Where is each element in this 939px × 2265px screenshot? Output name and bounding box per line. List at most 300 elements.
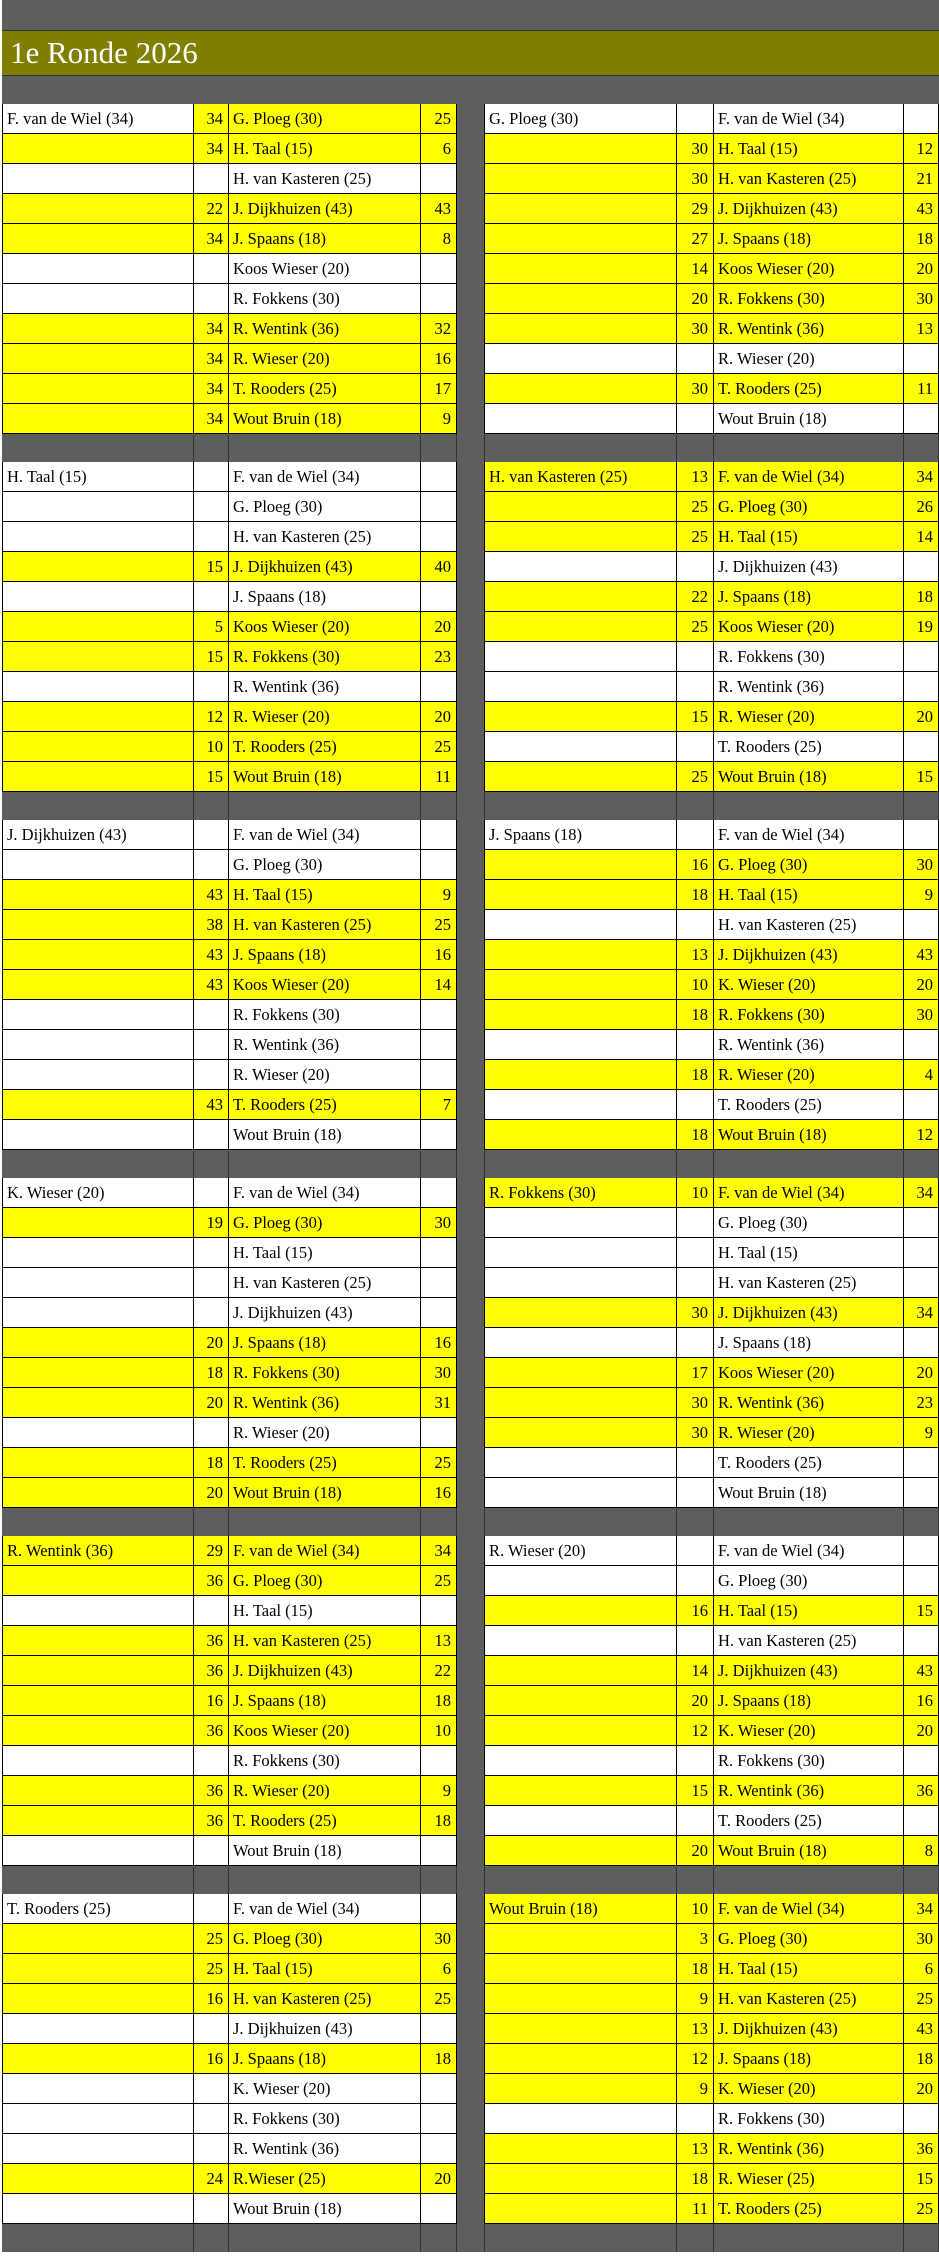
opponent-score-cell[interactable]: 30 [904, 1000, 939, 1030]
player-name-cell[interactable]: R. Wentink (36) [2, 1536, 194, 1566]
score-cell[interactable]: 18 [677, 880, 714, 910]
opponent-score-cell[interactable] [904, 1328, 939, 1358]
opponent-cell[interactable]: Koos Wieser (20) [229, 612, 421, 642]
opponent-score-cell[interactable] [421, 284, 457, 314]
opponent-score-cell[interactable] [904, 672, 939, 702]
player-cell[interactable] [2, 1716, 194, 1746]
score-cell[interactable] [677, 1090, 714, 1120]
opponent-cell[interactable]: H. Taal (15) [714, 880, 904, 910]
opponent-score-cell[interactable]: 36 [904, 1776, 939, 1806]
score-cell[interactable] [194, 672, 229, 702]
player-cell[interactable] [2, 284, 194, 314]
score-cell[interactable] [194, 1030, 229, 1060]
opponent-cell[interactable]: J. Dijkhuizen (43) [229, 552, 421, 582]
opponent-cell[interactable]: R. Wieser (20) [229, 1418, 421, 1448]
opponent-cell[interactable]: H. Taal (15) [714, 134, 904, 164]
score-cell[interactable] [677, 1448, 714, 1478]
opponent-score-cell[interactable]: 20 [904, 970, 939, 1000]
player-cell[interactable] [2, 1238, 194, 1268]
player-cell[interactable] [485, 1776, 677, 1806]
opponent-cell[interactable]: J. Spaans (18) [714, 582, 904, 612]
opponent-cell[interactable]: R. Fokkens (30) [714, 1000, 904, 1030]
score-cell[interactable] [194, 1000, 229, 1030]
score-cell[interactable]: 18 [194, 1358, 229, 1388]
opponent-cell[interactable]: H. Taal (15) [229, 1954, 421, 1984]
opponent-score-cell[interactable]: 43 [421, 194, 457, 224]
score-cell[interactable]: 3 [677, 1924, 714, 1954]
opponent-cell[interactable]: J. Dijkhuizen (43) [714, 552, 904, 582]
player-cell[interactable] [485, 1000, 677, 1030]
opponent-cell[interactable]: J. Dijkhuizen (43) [229, 1656, 421, 1686]
score-cell[interactable]: 5 [194, 612, 229, 642]
player-cell[interactable] [485, 1656, 677, 1686]
opponent-cell[interactable]: T. Rooders (25) [229, 1448, 421, 1478]
opponent-score-cell[interactable] [904, 642, 939, 672]
opponent-score-cell[interactable] [904, 1746, 939, 1776]
opponent-score-cell[interactable]: 20 [904, 1716, 939, 1746]
score-cell[interactable]: 20 [677, 1686, 714, 1716]
player-cell[interactable] [485, 1298, 677, 1328]
score-cell[interactable]: 30 [677, 1298, 714, 1328]
score-cell[interactable]: 43 [194, 940, 229, 970]
score-cell[interactable]: 15 [677, 1776, 714, 1806]
player-cell[interactable] [485, 702, 677, 732]
score-cell[interactable] [194, 1178, 229, 1208]
player-cell[interactable] [2, 1448, 194, 1478]
opponent-cell[interactable]: J. Dijkhuizen (43) [714, 1298, 904, 1328]
player-cell[interactable] [2, 552, 194, 582]
player-cell[interactable] [2, 612, 194, 642]
player-cell[interactable] [2, 134, 194, 164]
player-cell[interactable] [485, 224, 677, 254]
player-cell[interactable] [485, 2104, 677, 2134]
score-cell[interactable] [677, 1566, 714, 1596]
opponent-cell[interactable]: R. Fokkens (30) [229, 642, 421, 672]
opponent-score-cell[interactable] [904, 732, 939, 762]
opponent-score-cell[interactable] [421, 1836, 457, 1866]
opponent-cell[interactable]: H. Taal (15) [714, 1238, 904, 1268]
opponent-cell[interactable]: K. Wieser (20) [714, 1716, 904, 1746]
score-cell[interactable]: 34 [194, 344, 229, 374]
player-cell[interactable] [2, 314, 194, 344]
opponent-cell[interactable]: J. Dijkhuizen (43) [714, 940, 904, 970]
opponent-score-cell[interactable] [904, 104, 939, 134]
score-cell[interactable] [677, 1536, 714, 1566]
opponent-cell[interactable]: J. Dijkhuizen (43) [714, 2014, 904, 2044]
score-cell[interactable] [677, 2104, 714, 2134]
opponent-score-cell[interactable]: 23 [421, 642, 457, 672]
opponent-cell[interactable]: Wout Bruin (18) [229, 762, 421, 792]
opponent-score-cell[interactable] [904, 552, 939, 582]
opponent-score-cell[interactable]: 32 [421, 314, 457, 344]
player-cell[interactable] [2, 1478, 194, 1508]
score-cell[interactable]: 25 [677, 612, 714, 642]
opponent-score-cell[interactable]: 18 [421, 2044, 457, 2074]
score-cell[interactable] [677, 672, 714, 702]
player-cell[interactable] [485, 522, 677, 552]
opponent-score-cell[interactable]: 20 [904, 2074, 939, 2104]
player-cell[interactable] [2, 1268, 194, 1298]
score-cell[interactable] [194, 1746, 229, 1776]
player-cell[interactable] [485, 1716, 677, 1746]
score-cell[interactable]: 12 [677, 1716, 714, 1746]
player-cell[interactable] [2, 374, 194, 404]
opponent-score-cell[interactable] [904, 1478, 939, 1508]
score-cell[interactable]: 36 [194, 1656, 229, 1686]
opponent-cell[interactable]: R. Wentink (36) [229, 1030, 421, 1060]
score-cell[interactable] [194, 1596, 229, 1626]
player-cell[interactable] [2, 2074, 194, 2104]
opponent-score-cell[interactable] [421, 820, 457, 850]
opponent-cell[interactable]: R. Fokkens (30) [714, 642, 904, 672]
opponent-cell[interactable]: H. van Kasteren (25) [229, 910, 421, 940]
player-cell[interactable] [485, 492, 677, 522]
opponent-cell[interactable]: J. Spaans (18) [229, 582, 421, 612]
score-cell[interactable]: 9 [677, 2074, 714, 2104]
opponent-score-cell[interactable]: 34 [421, 1536, 457, 1566]
opponent-cell[interactable]: R. Wieser (20) [229, 1060, 421, 1090]
opponent-score-cell[interactable]: 25 [421, 1984, 457, 2014]
score-cell[interactable] [677, 1478, 714, 1508]
opponent-cell[interactable]: J. Dijkhuizen (43) [229, 1298, 421, 1328]
score-cell[interactable]: 36 [194, 1716, 229, 1746]
opponent-cell[interactable]: J. Spaans (18) [714, 1686, 904, 1716]
opponent-cell[interactable]: J. Spaans (18) [229, 1686, 421, 1716]
opponent-score-cell[interactable] [421, 1418, 457, 1448]
player-cell[interactable] [485, 1746, 677, 1776]
score-cell[interactable] [677, 642, 714, 672]
score-cell[interactable] [677, 1328, 714, 1358]
opponent-score-cell[interactable] [904, 1448, 939, 1478]
opponent-cell[interactable]: T. Rooders (25) [714, 374, 904, 404]
opponent-score-cell[interactable] [421, 672, 457, 702]
player-cell[interactable] [485, 1268, 677, 1298]
opponent-cell[interactable]: Wout Bruin (18) [229, 404, 421, 434]
opponent-cell[interactable]: H. Taal (15) [229, 880, 421, 910]
player-name-cell[interactable]: K. Wieser (20) [2, 1178, 194, 1208]
player-cell[interactable] [2, 1596, 194, 1626]
score-cell[interactable] [194, 2134, 229, 2164]
opponent-score-cell[interactable]: 8 [904, 1836, 939, 1866]
player-cell[interactable] [2, 194, 194, 224]
score-cell[interactable]: 27 [677, 224, 714, 254]
opponent-score-cell[interactable] [421, 522, 457, 552]
score-cell[interactable] [194, 284, 229, 314]
player-cell[interactable] [485, 1030, 677, 1060]
opponent-cell[interactable]: J. Spaans (18) [229, 940, 421, 970]
opponent-score-cell[interactable] [904, 1626, 939, 1656]
opponent-score-cell[interactable] [421, 2104, 457, 2134]
opponent-cell[interactable]: G. Ploeg (30) [714, 1208, 904, 1238]
opponent-score-cell[interactable] [904, 344, 939, 374]
score-cell[interactable]: 43 [194, 880, 229, 910]
score-cell[interactable]: 30 [677, 374, 714, 404]
player-cell[interactable] [485, 1090, 677, 1120]
opponent-score-cell[interactable] [904, 1806, 939, 1836]
player-cell[interactable] [485, 2014, 677, 2044]
opponent-score-cell[interactable]: 30 [904, 850, 939, 880]
opponent-cell[interactable]: Wout Bruin (18) [229, 1478, 421, 1508]
player-cell[interactable] [485, 404, 677, 434]
opponent-score-cell[interactable] [904, 1030, 939, 1060]
opponent-cell[interactable]: R. Wieser (20) [229, 702, 421, 732]
player-cell[interactable] [2, 1208, 194, 1238]
player-cell[interactable] [485, 2194, 677, 2224]
player-name-cell[interactable]: J. Spaans (18) [485, 820, 677, 850]
opponent-score-cell[interactable]: 13 [904, 314, 939, 344]
score-cell[interactable]: 29 [194, 1536, 229, 1566]
player-cell[interactable] [485, 2164, 677, 2194]
opponent-cell[interactable]: R. Wieser (20) [714, 1418, 904, 1448]
player-cell[interactable] [2, 2014, 194, 2044]
player-cell[interactable] [2, 492, 194, 522]
player-name-cell[interactable]: G. Ploeg (30) [485, 104, 677, 134]
score-cell[interactable] [194, 1298, 229, 1328]
score-cell[interactable] [194, 1894, 229, 1924]
opponent-score-cell[interactable]: 7 [421, 1090, 457, 1120]
score-cell[interactable] [677, 104, 714, 134]
opponent-score-cell[interactable]: 18 [421, 1686, 457, 1716]
score-cell[interactable]: 22 [194, 194, 229, 224]
score-cell[interactable]: 30 [677, 1418, 714, 1448]
opponent-score-cell[interactable]: 18 [904, 582, 939, 612]
score-cell[interactable]: 25 [677, 492, 714, 522]
player-cell[interactable] [2, 1328, 194, 1358]
opponent-score-cell[interactable]: 20 [421, 2164, 457, 2194]
score-cell[interactable] [677, 1268, 714, 1298]
score-cell[interactable]: 12 [677, 2044, 714, 2074]
score-cell[interactable] [194, 492, 229, 522]
opponent-cell[interactable]: R.Wieser (25) [229, 2164, 421, 2194]
score-cell[interactable] [677, 1238, 714, 1268]
player-cell[interactable] [2, 1836, 194, 1866]
player-name-cell[interactable]: R. Wieser (20) [485, 1536, 677, 1566]
opponent-cell[interactable]: H. Taal (15) [229, 134, 421, 164]
player-cell[interactable] [2, 254, 194, 284]
score-cell[interactable] [194, 2194, 229, 2224]
opponent-score-cell[interactable]: 25 [904, 1984, 939, 2014]
score-cell[interactable]: 15 [194, 552, 229, 582]
opponent-score-cell[interactable] [421, 1894, 457, 1924]
opponent-cell[interactable]: T. Rooders (25) [229, 732, 421, 762]
score-cell[interactable] [677, 552, 714, 582]
score-cell[interactable]: 19 [194, 1208, 229, 1238]
opponent-score-cell[interactable] [421, 2134, 457, 2164]
player-cell[interactable] [485, 2134, 677, 2164]
opponent-cell[interactable]: Koos Wieser (20) [229, 1716, 421, 1746]
opponent-cell[interactable]: K. Wieser (20) [714, 2074, 904, 2104]
player-cell[interactable] [485, 1924, 677, 1954]
player-cell[interactable] [485, 1954, 677, 1984]
opponent-cell[interactable]: G. Ploeg (30) [229, 850, 421, 880]
opponent-cell[interactable]: F. van de Wiel (34) [229, 820, 421, 850]
player-cell[interactable] [2, 1060, 194, 1090]
player-cell[interactable] [485, 1596, 677, 1626]
player-cell[interactable] [485, 672, 677, 702]
player-cell[interactable] [2, 2164, 194, 2194]
opponent-score-cell[interactable] [904, 1208, 939, 1238]
opponent-score-cell[interactable]: 9 [904, 880, 939, 910]
score-cell[interactable]: 14 [677, 1656, 714, 1686]
opponent-cell[interactable]: R. Wieser (20) [714, 702, 904, 732]
opponent-score-cell[interactable]: 19 [904, 612, 939, 642]
opponent-score-cell[interactable]: 43 [904, 194, 939, 224]
player-cell[interactable] [2, 732, 194, 762]
opponent-cell[interactable]: Koos Wieser (20) [714, 254, 904, 284]
opponent-score-cell[interactable]: 34 [904, 1894, 939, 1924]
score-cell[interactable]: 11 [677, 2194, 714, 2224]
opponent-cell[interactable]: R. Wieser (20) [714, 344, 904, 374]
score-cell[interactable]: 20 [677, 1836, 714, 1866]
score-cell[interactable] [677, 1626, 714, 1656]
player-cell[interactable] [485, 1418, 677, 1448]
opponent-score-cell[interactable] [421, 1000, 457, 1030]
opponent-cell[interactable]: G. Ploeg (30) [229, 1208, 421, 1238]
opponent-score-cell[interactable]: 43 [904, 940, 939, 970]
player-name-cell[interactable]: H. Taal (15) [2, 462, 194, 492]
score-cell[interactable] [194, 1268, 229, 1298]
opponent-score-cell[interactable] [421, 1298, 457, 1328]
player-cell[interactable] [2, 404, 194, 434]
opponent-score-cell[interactable]: 34 [904, 1298, 939, 1328]
score-cell[interactable]: 34 [194, 314, 229, 344]
opponent-cell[interactable]: R. Wieser (20) [229, 1776, 421, 1806]
opponent-cell[interactable]: J. Dijkhuizen (43) [229, 194, 421, 224]
opponent-cell[interactable]: H. van Kasteren (25) [714, 1626, 904, 1656]
player-cell[interactable] [485, 1238, 677, 1268]
opponent-cell[interactable]: Wout Bruin (18) [229, 1836, 421, 1866]
opponent-score-cell[interactable]: 30 [904, 1924, 939, 1954]
player-cell[interactable] [2, 1298, 194, 1328]
opponent-score-cell[interactable] [421, 1596, 457, 1626]
score-cell[interactable]: 36 [194, 1776, 229, 1806]
opponent-score-cell[interactable]: 25 [421, 732, 457, 762]
opponent-score-cell[interactable]: 34 [904, 1178, 939, 1208]
opponent-score-cell[interactable]: 4 [904, 1060, 939, 1090]
opponent-cell[interactable]: G. Ploeg (30) [229, 1566, 421, 1596]
opponent-cell[interactable]: K. Wieser (20) [714, 970, 904, 1000]
opponent-cell[interactable]: F. van de Wiel (34) [229, 1536, 421, 1566]
score-cell[interactable] [677, 1030, 714, 1060]
opponent-cell[interactable]: R. Wentink (36) [229, 1388, 421, 1418]
score-cell[interactable]: 12 [194, 702, 229, 732]
opponent-cell[interactable]: J. Dijkhuizen (43) [714, 1656, 904, 1686]
score-cell[interactable]: 15 [194, 762, 229, 792]
player-cell[interactable] [2, 762, 194, 792]
opponent-score-cell[interactable]: 18 [904, 2044, 939, 2074]
score-cell[interactable] [194, 1120, 229, 1150]
opponent-cell[interactable]: R. Fokkens (30) [714, 2104, 904, 2134]
opponent-score-cell[interactable] [904, 1536, 939, 1566]
score-cell[interactable]: 34 [194, 374, 229, 404]
opponent-score-cell[interactable] [904, 1566, 939, 1596]
opponent-score-cell[interactable]: 20 [421, 702, 457, 732]
player-cell[interactable] [2, 164, 194, 194]
player-name-cell[interactable]: T. Rooders (25) [2, 1894, 194, 1924]
opponent-score-cell[interactable]: 15 [904, 1596, 939, 1626]
opponent-cell[interactable]: Wout Bruin (18) [714, 1120, 904, 1150]
score-cell[interactable] [194, 164, 229, 194]
opponent-cell[interactable]: F. van de Wiel (34) [229, 462, 421, 492]
player-cell[interactable] [485, 880, 677, 910]
player-cell[interactable] [2, 1030, 194, 1060]
score-cell[interactable]: 43 [194, 970, 229, 1000]
opponent-cell[interactable]: J. Spaans (18) [229, 1328, 421, 1358]
opponent-score-cell[interactable]: 25 [421, 1448, 457, 1478]
opponent-cell[interactable]: F. van de Wiel (34) [229, 1894, 421, 1924]
opponent-cell[interactable]: Koos Wieser (20) [229, 970, 421, 1000]
score-cell[interactable]: 13 [677, 940, 714, 970]
score-cell[interactable]: 36 [194, 1806, 229, 1836]
player-cell[interactable] [2, 2044, 194, 2074]
opponent-score-cell[interactable] [904, 404, 939, 434]
player-cell[interactable] [485, 850, 677, 880]
player-cell[interactable] [2, 1776, 194, 1806]
player-cell[interactable] [2, 2194, 194, 2224]
opponent-score-cell[interactable]: 30 [421, 1358, 457, 1388]
player-cell[interactable] [485, 970, 677, 1000]
score-cell[interactable]: 16 [194, 1984, 229, 2014]
score-cell[interactable]: 16 [677, 1596, 714, 1626]
opponent-score-cell[interactable]: 25 [421, 910, 457, 940]
opponent-score-cell[interactable]: 6 [904, 1954, 939, 1984]
player-cell[interactable] [485, 1836, 677, 1866]
opponent-score-cell[interactable]: 17 [421, 374, 457, 404]
player-cell[interactable] [2, 1358, 194, 1388]
score-cell[interactable]: 34 [194, 104, 229, 134]
opponent-score-cell[interactable] [421, 492, 457, 522]
opponent-score-cell[interactable]: 20 [421, 612, 457, 642]
opponent-cell[interactable]: Wout Bruin (18) [714, 1478, 904, 1508]
opponent-score-cell[interactable]: 8 [421, 224, 457, 254]
opponent-score-cell[interactable]: 9 [421, 880, 457, 910]
opponent-cell[interactable]: G. Ploeg (30) [714, 850, 904, 880]
opponent-cell[interactable]: H. Taal (15) [229, 1238, 421, 1268]
opponent-score-cell[interactable]: 26 [904, 492, 939, 522]
opponent-score-cell[interactable]: 14 [904, 522, 939, 552]
opponent-cell[interactable]: F. van de Wiel (34) [714, 462, 904, 492]
opponent-score-cell[interactable]: 20 [904, 702, 939, 732]
player-cell[interactable] [485, 642, 677, 672]
player-cell[interactable] [2, 910, 194, 940]
opponent-score-cell[interactable] [421, 164, 457, 194]
opponent-cell[interactable]: F. van de Wiel (34) [714, 1536, 904, 1566]
player-cell[interactable] [485, 732, 677, 762]
opponent-cell[interactable]: R. Wentink (36) [714, 672, 904, 702]
opponent-score-cell[interactable] [904, 910, 939, 940]
score-cell[interactable] [194, 850, 229, 880]
opponent-cell[interactable]: F. van de Wiel (34) [714, 820, 904, 850]
score-cell[interactable]: 16 [194, 1686, 229, 1716]
score-cell[interactable]: 10 [677, 970, 714, 1000]
player-cell[interactable] [485, 344, 677, 374]
opponent-cell[interactable]: J. Dijkhuizen (43) [714, 194, 904, 224]
player-name-cell[interactable]: H. van Kasteren (25) [485, 462, 677, 492]
score-cell[interactable]: 43 [194, 1090, 229, 1120]
score-cell[interactable]: 14 [677, 254, 714, 284]
score-cell[interactable]: 25 [677, 522, 714, 552]
opponent-score-cell[interactable]: 22 [421, 1656, 457, 1686]
player-cell[interactable] [2, 1686, 194, 1716]
score-cell[interactable] [194, 2074, 229, 2104]
opponent-score-cell[interactable]: 12 [904, 1120, 939, 1150]
opponent-cell[interactable]: F. van de Wiel (34) [714, 104, 904, 134]
player-cell[interactable] [485, 552, 677, 582]
player-cell[interactable] [485, 2044, 677, 2074]
opponent-score-cell[interactable]: 40 [421, 552, 457, 582]
score-cell[interactable]: 13 [677, 462, 714, 492]
opponent-score-cell[interactable] [421, 1178, 457, 1208]
